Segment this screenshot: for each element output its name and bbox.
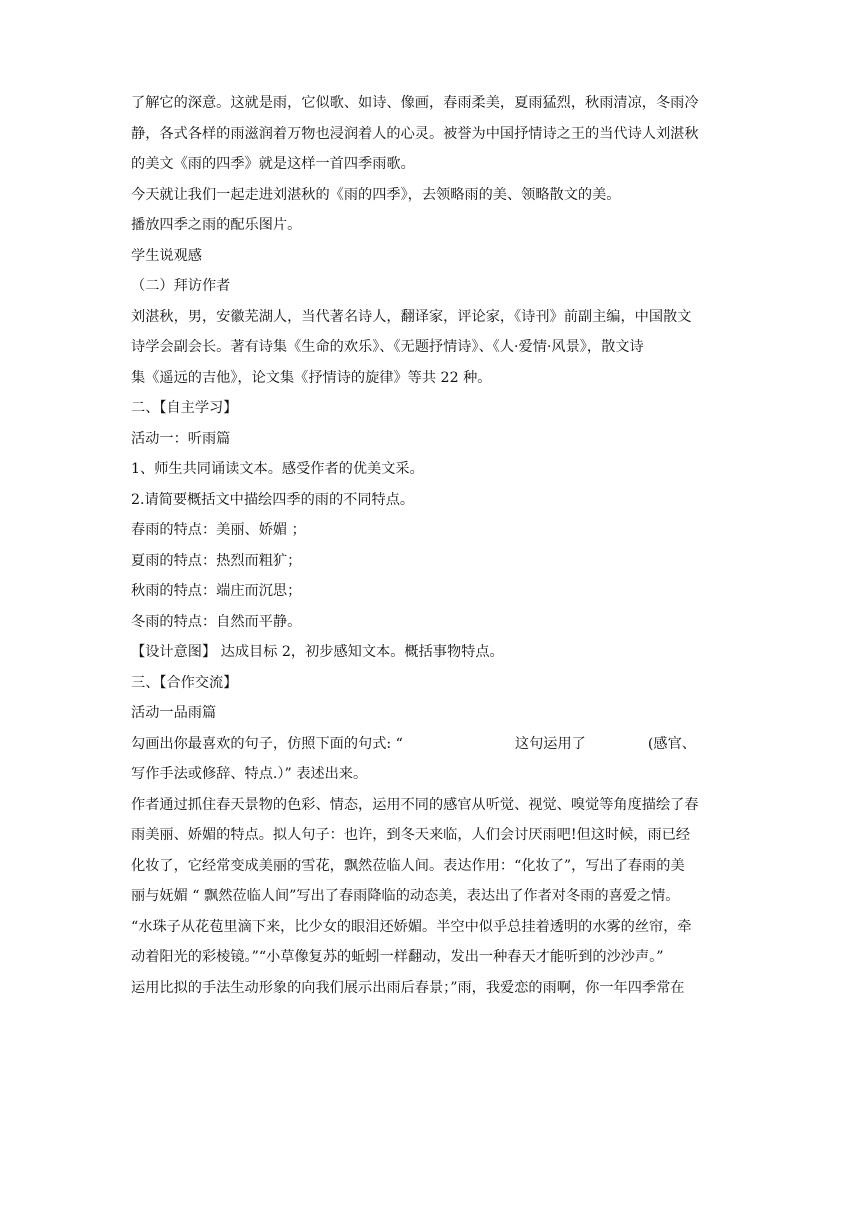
text-line: 夏雨的特点：热烈而粗犷； xyxy=(131,552,302,569)
text-line: 今天就让我们一起走进刘湛秋的《雨的四季》，去领略雨的美、领略散文的美。 xyxy=(131,186,621,203)
activity-heading: 活动一品雨篇 xyxy=(131,705,217,721)
document-body xyxy=(131,88,731,1003)
text-line: 集《遥远的吉他》，论文集《抒情诗的旋律》等共 22 种。 xyxy=(131,369,492,386)
text-line: 作者通过抓住春天景物的色彩、情态，运用不同的感官从听觉、视觉、嗅觉等角度描绘了春 xyxy=(131,796,699,813)
section-heading: （二）拜访作者 xyxy=(131,278,231,294)
fill-in-end: (感官、 xyxy=(647,735,696,752)
fill-in-line xyxy=(131,729,731,760)
text-line: 诗学会副会长。著有诗集《生命的欢乐》、《无题抒情诗》、《人·爱情·风景》，散文诗 xyxy=(131,339,644,355)
text-line: 播放四季之雨的配乐图片。 xyxy=(131,217,302,233)
text-line: 学生说观感 xyxy=(131,247,202,264)
text-line: 刘湛秋，男，安徽芜湖人，当代著名诗人，翻译家，评论家，《诗刊》前副主编，中国散文 xyxy=(131,308,692,325)
text-line: 运用比拟的手法生动形象的向我们展示出雨后春景；”雨，我爱恋的雨啊，你一年四季常在 xyxy=(131,979,685,996)
text-line: 了解它的深意。这就是雨，它似歌、如诗、像画，春雨柔美，夏雨猛烈，秋雨清凉，冬雨冷 xyxy=(131,95,699,111)
text-line: 1、师生共同诵读文本。感受作者的优美文采。 xyxy=(131,461,424,477)
section-heading: 三、【合作交流】 xyxy=(131,674,238,691)
text-line: “水珠子从花苞里滴下来，比少女的眼泪还娇媚。半空中似乎总挂着透明的水雾的丝帘，牵 xyxy=(131,918,692,935)
text-line: 静，各式各样的雨滋润着万物也浸润着人的心灵。被誉为中国抒情诗之王的当代诗人刘湛秋 xyxy=(131,125,699,142)
text-line: 冬雨的特点：自然而平静。 xyxy=(131,613,302,630)
text-line: 春雨的特点：美丽、娇媚 ； xyxy=(131,522,306,538)
text-line: 丽与妩媚 “ 飘然莅临人间”写出了春雨降临的动态美，表达出了作者对冬雨的喜爱之情。 xyxy=(131,888,680,904)
text-line: 动着阳光的彩棱镜。”“小草像复苏的蚯蚓一样翻动，发出一种春天才能听到的沙沙声。” xyxy=(131,949,664,965)
fill-in-prompt: 勾画出你最喜欢的句子，仿照下面的句式: “ xyxy=(131,735,403,752)
text-line: 雨美丽、娇媚的特点。拟人句子：也许，到冬天来临，人们会讨厌雨吧!但这时候，雨已经 xyxy=(131,827,691,843)
design-intent-line: 【设计意图】 达成目标 2，初步感知文本。概括事物特点。 xyxy=(131,644,504,660)
text-line: 写作手法或修辞、特点.）” 表述出来。 xyxy=(131,766,368,782)
text-line: 秋雨的特点：端庄而沉思； xyxy=(131,583,302,599)
fill-in-middle: 这句运用了 xyxy=(514,735,586,752)
text-line: 化妆了，它经常变成美丽的雪花，飘然莅临人间。表达作用：“化妆了”，写出了春雨的美 xyxy=(131,857,685,874)
activity-heading: 活动一：听雨篇 xyxy=(131,430,231,447)
section-heading: 二、【自主学习】 xyxy=(131,400,238,416)
text-line: 的美文《雨的四季》就是这样一首四季雨歌。 xyxy=(131,156,415,172)
text-line: 2.请简要概括文中描绘四季的雨的不同特点。 xyxy=(131,491,415,508)
